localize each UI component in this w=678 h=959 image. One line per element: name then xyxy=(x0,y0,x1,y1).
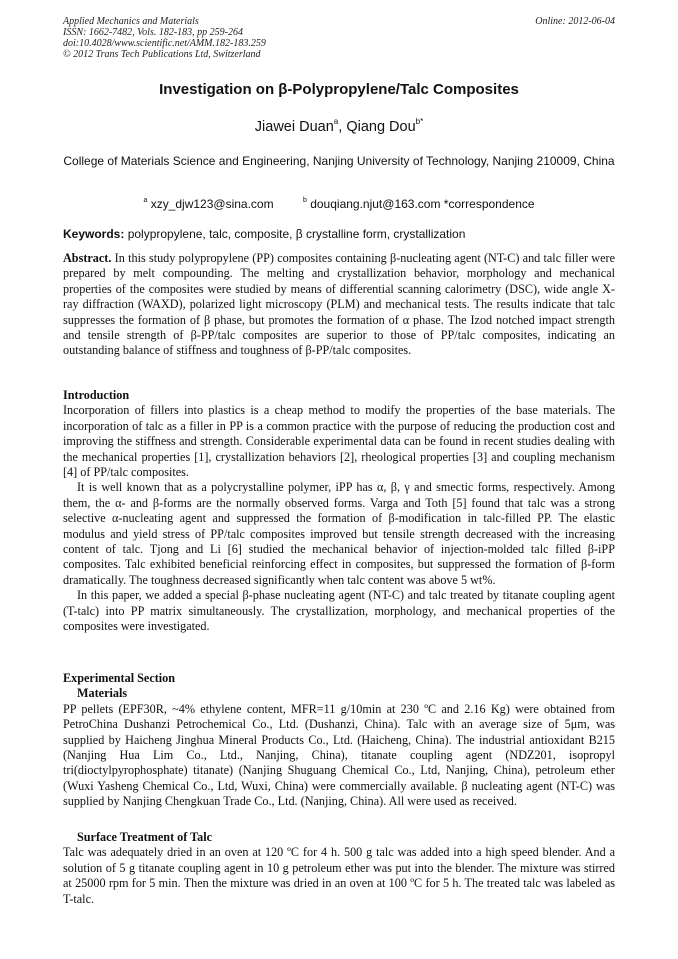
email-address: xzy_djw123@sina.com xyxy=(150,197,274,211)
paper-title: Investigation on β-Polypropylene/Talc Composites xyxy=(159,81,519,98)
section-heading: Experimental Section xyxy=(63,671,176,685)
paragraph: In this paper, we added a special β-phase nucleating agent (NT-C) and talc treated by titanate coupling agent (T-talc) into PP matrix simultaneously. The crystallization, morphology, and mechanical properties of the composites were investigated. xyxy=(63,588,615,634)
affiliation: College of Materials Science and Engineering, Nanjing University of Technology, Nanjing 210009, China xyxy=(63,154,615,168)
journal-copyright: © 2012 Trans Tech Publications Ltd, Switzerland xyxy=(63,49,261,60)
author-name: Qiang Dou xyxy=(346,119,416,135)
journal-issn: ISSN: 1662-7482, Vols. 182-183, pp 259-264 xyxy=(63,27,243,38)
journal-info xyxy=(63,16,615,60)
paragraph: Incorporation of fillers into plastics is a cheap method to modify the properties of the base materials. The incorporation of talc as a filler in PP is a common practice with the purpose of reducing the production cost and improving the stiffness and strength. Considerable experimental data can be found in recent studies dealing with the mechanical properties [1], crystallization behaviors [2], rheological properties [3] and coupling mechanism [4] of PP/talc composites. xyxy=(63,403,615,480)
author-list: Jiawei Duan$^a$, Qiang Dou$^{b*}$ xyxy=(254,117,424,135)
paragraph: PP pellets (EPF30R, ~4% ethylene content, MFR=11 g/10min at 230 ºC and 2.16 Kg) were obtained from PetroChina Dushanzi Petrochemical Co., Ltd. (Dushanzi, China). Talc with an average size of 5μm, was supplied by Haicheng Jinghua Mineral Products Co., Ltd. (Haicheng, China). The industrial antioxidant B215 (Nanjing Hua Lim Co., Ltd., Nanjing, China), titanate coupling agent (NDZ201, isopropyl tri(dioctylpyrophosphate) titanate) (Nanjing Shuguang Chemical Co., Ltd, Nanjing, China), petroleum ether (Wuxi Yasheng Chemical Co., Ltd, Wuxi, China) were commercially available. β nucleating agent (NT-C) was supplied by Nanjing Chengkuan Trade Co., Ltd. (Nanjing, China). All were used as received. xyxy=(63,701,615,809)
email-line xyxy=(63,197,615,211)
journal-name: Applied Mechanics and Materials xyxy=(63,16,199,27)
subsection-heading: Surface Treatment of Talc xyxy=(77,830,213,844)
paragraph: Talc was adequately dried in an oven at 120 ºC for 4 h. 500 g talc was added into a high speed blender. And a solution of 5 g titanate coupling agent in 10 g petroleum ether was put into the blender. The mixture was stirred at 25000 rpm for 5 min. Then the mixture was dried in an oven at 100 ºC for 5 h. The treated talc was labeled as T-talc. xyxy=(63,845,615,906)
section-heading: Introduction xyxy=(63,388,130,402)
author-superscript: b* xyxy=(415,117,424,126)
keywords-text: polypropylene, talc, composite, β crystalline form, crystallization xyxy=(127,227,466,241)
author-superscript: a xyxy=(333,117,339,126)
paragraph: It is well known that as a polycrystalline polymer, iPP has α, β, γ and smectic forms, respectively. Among them, the α- and β-forms are the normally observed forms. Varga and Toth [5] found that talc was a strong selective α-nucleating agent and suppressed the formation of β-modification in talc-filled PP. The elastic modulus and yield stress of PP/talc composites improved but tensile strength decreased with the increasing content of talc. Tjong and Li [6] studied the mechanical behavior of injection-molded talc filled β-iPP composites. Talc exhibited beneficial reinforcing effect in composites, but suppressed the formation of β-form dramatically. The toughness decreased significantly when talc content was above 5 wt%. xyxy=(63,480,615,587)
email-superscript: a xyxy=(143,197,148,204)
email-address: douqiang.njut@163.com *correspondence xyxy=(310,197,535,211)
email-superscript: b xyxy=(302,197,307,204)
subsection-heading: Materials xyxy=(77,686,128,701)
journal-header xyxy=(63,16,615,60)
abstract-label: Abstract. xyxy=(63,251,112,265)
journal-doi: doi:10.4028/www.scientific.net/AMM.182-183.259 xyxy=(63,38,266,49)
online-date: Online: 2012-06-04 xyxy=(535,16,615,27)
keywords xyxy=(63,227,615,241)
surface-treatment-section xyxy=(63,830,615,907)
keywords-label: Keywords: xyxy=(63,227,125,241)
experimental-section xyxy=(63,671,615,810)
abstract xyxy=(63,251,615,359)
author-name: Jiawei Duan xyxy=(254,119,334,135)
introduction-section xyxy=(63,388,615,635)
abstract-text: In this study polypropylene (PP) composites containing β-nucleating agent (NT-C) and talc filler were prepared by melt compounding. The melting and crystallization behavior, morphology and mechanical properties of the composites were studied by means of differential scanning calorimetry (DSC), wide angle X-ray diffraction (WAXD), polarized light microscopy (PLM) and mechanical tests. The results indicate that talc suppresses the formation of β phase, but promotes the formation of α phase. The Izod notched impact strength and tensile strength of β-PP/talc composites are superior to those of PP/talc composites, indicating an outstanding balance of stiffness and toughness of β-PP/talc composites. xyxy=(63,251,615,358)
